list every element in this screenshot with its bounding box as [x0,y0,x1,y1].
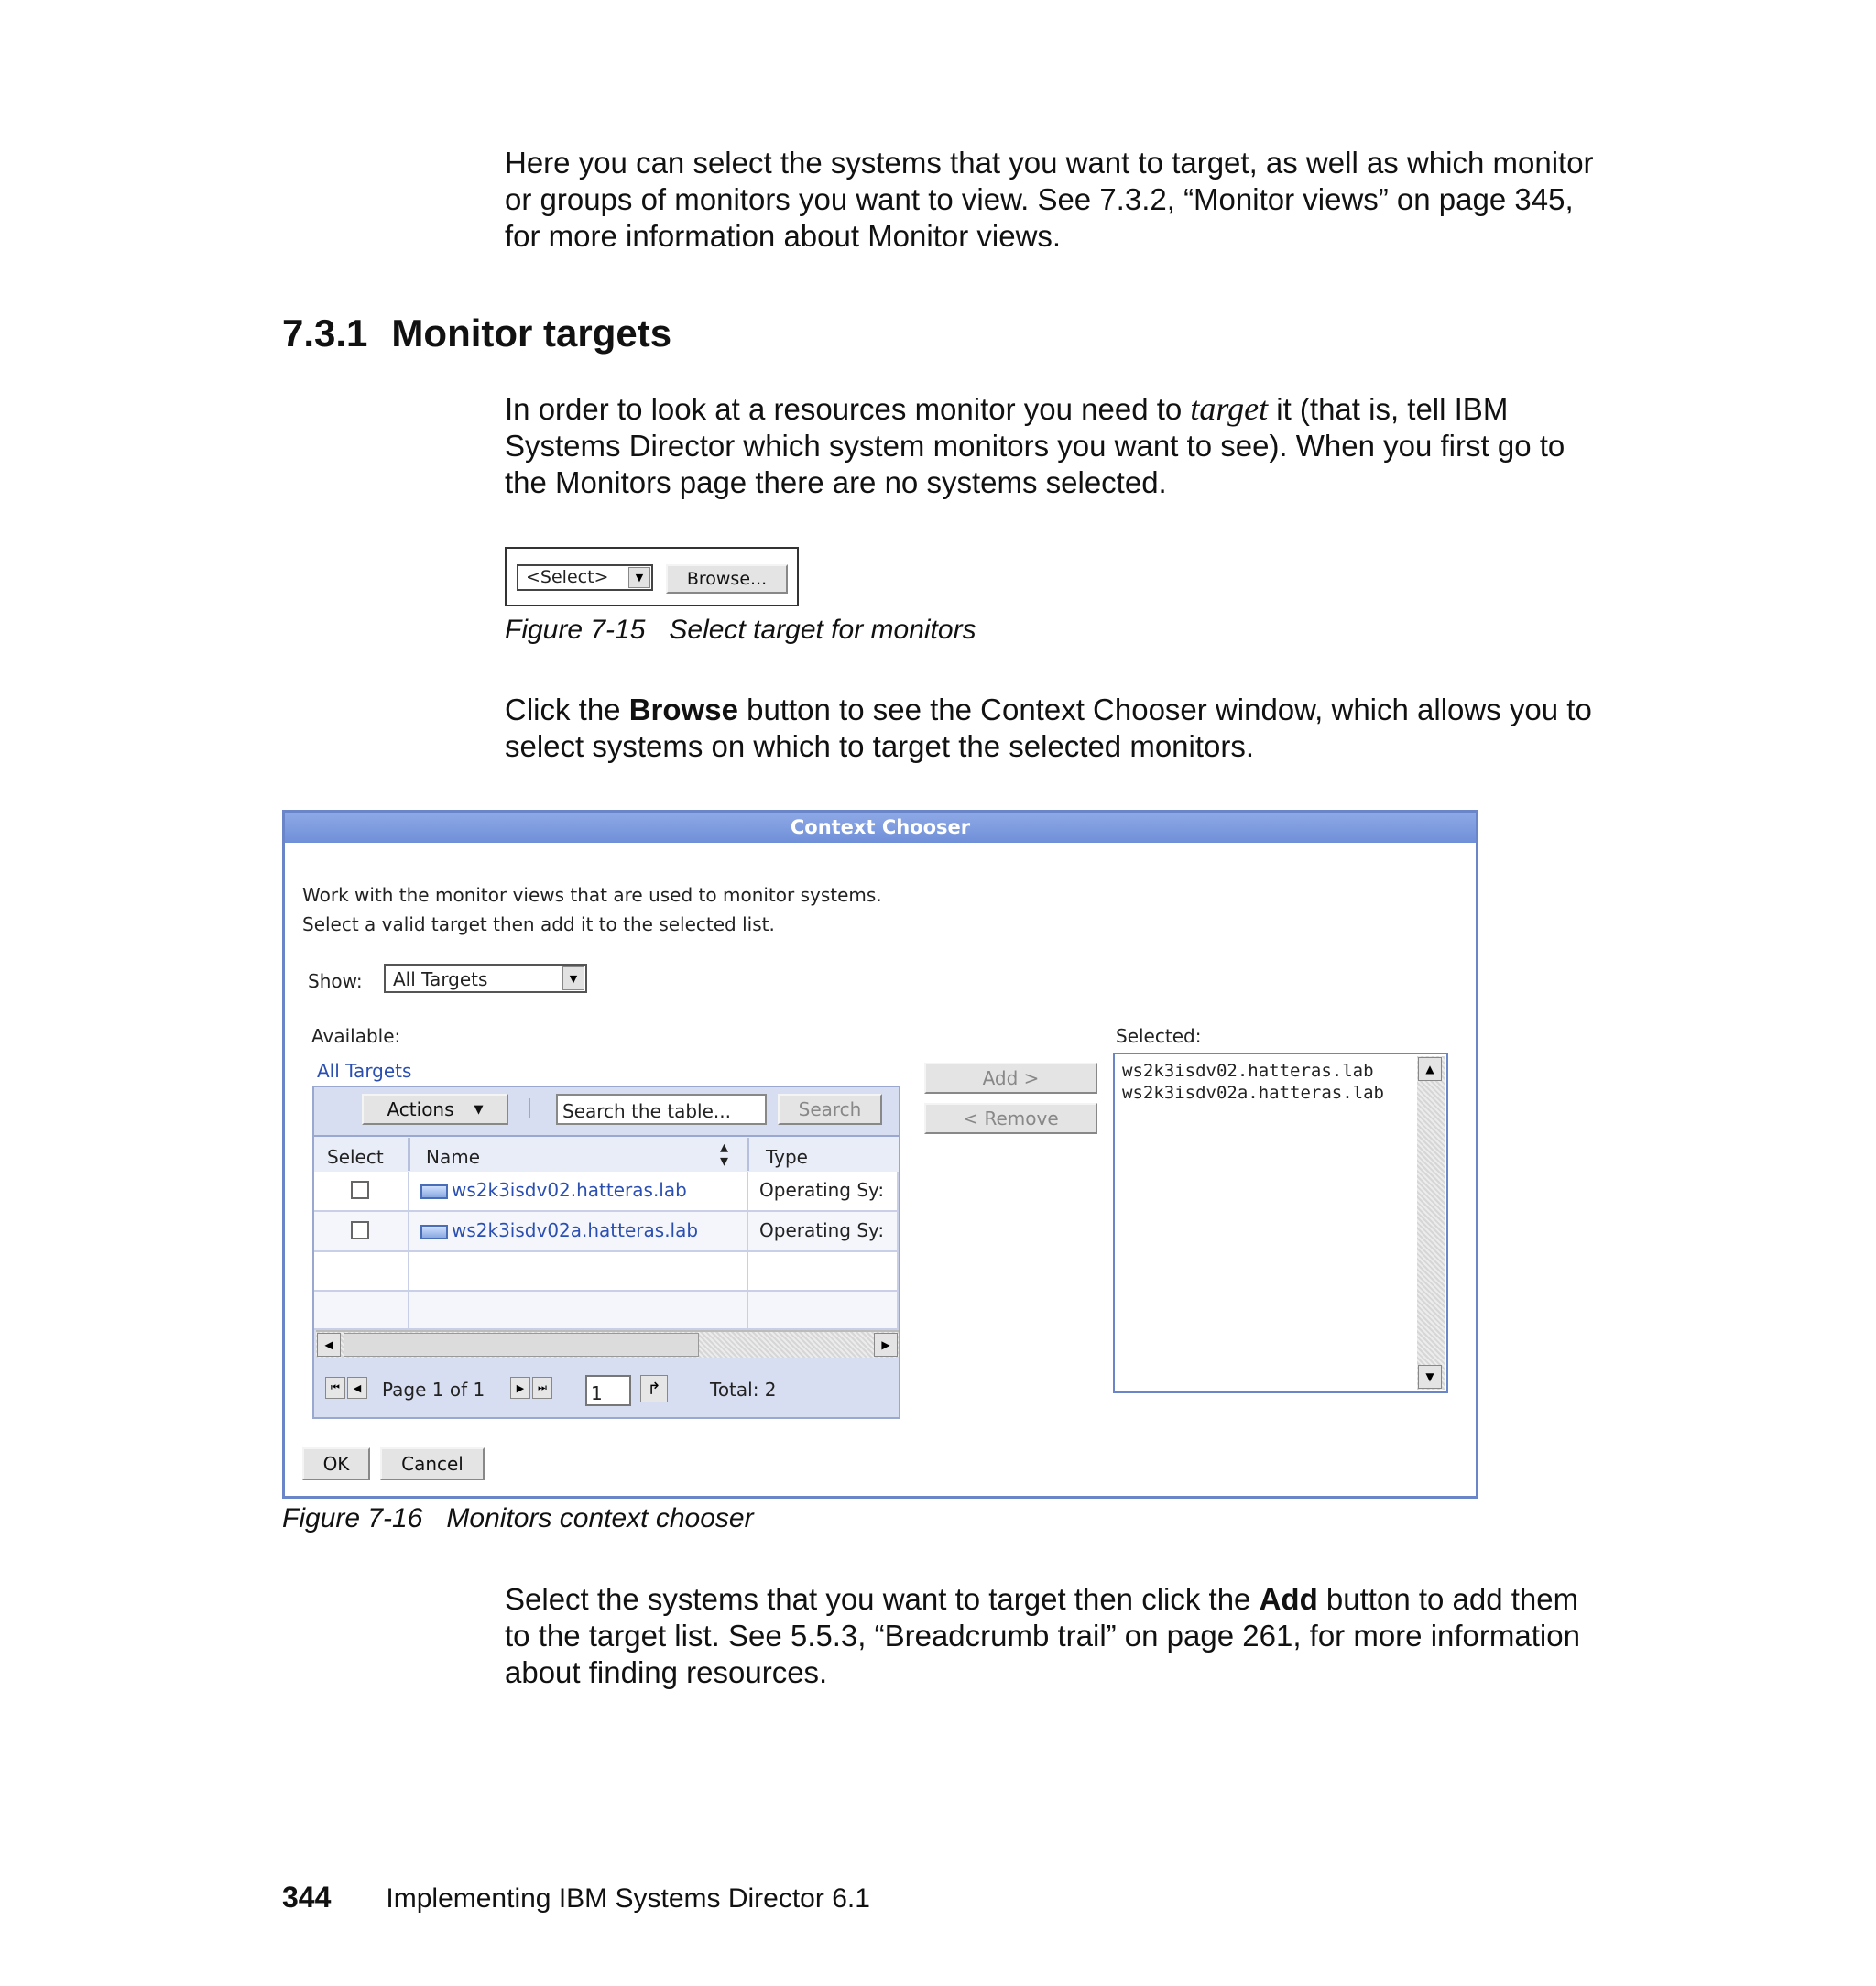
page-number: 344 [282,1881,332,1914]
column-divider [747,1138,749,1171]
table-search-input[interactable] [556,1094,767,1125]
page-number-value: 1 [591,1382,603,1404]
search-button[interactable]: Search [778,1094,882,1125]
para2-text-b: it (that is, tell IBM Systems Director which system monitors you want to see). When you first go to the Monitors page there are no systems selected. [505,392,1565,499]
empty-cell [314,1252,409,1292]
para2-emphasis: target [1190,390,1269,427]
chevron-down-icon: ▼ [474,1102,484,1117]
figure-16-label: Figure 7-16 [282,1503,423,1533]
para3-text-a: Click the [505,693,629,726]
horizontal-scrollbar[interactable] [316,1330,899,1358]
context-chooser-dialog [282,810,1478,1499]
figure-15-caption [505,614,976,647]
section-heading [282,310,671,357]
column-name-header[interactable]: Name [426,1146,481,1168]
browse-button[interactable]: Browse... [666,564,788,594]
last-page-icon[interactable]: ⏭ [532,1377,552,1399]
system-link[interactable]: ws2k3isdv02.hatteras.lab [452,1179,687,1201]
remove-button[interactable]: < Remove [924,1103,1097,1134]
page-number-input[interactable] [585,1375,631,1406]
page-footer [282,1879,870,1917]
name-cell [409,1212,748,1252]
dropdown-arrow-icon[interactable]: ▼ [562,966,584,990]
selected-item[interactable]: ws2k3isdv02.hatteras.lab [1122,1061,1374,1081]
available-label: Available: [311,1025,401,1047]
actions-label: Actions [387,1098,454,1120]
scrollbar-thumb[interactable] [344,1333,699,1357]
instruction-line-2: Select a valid target then add it to the selected list. [302,913,775,935]
ok-button[interactable]: OK [302,1447,370,1480]
add-paragraph [505,1581,1604,1691]
scroll-right-icon[interactable]: ▶ [874,1333,898,1357]
para3-bold: Browse [628,693,738,726]
available-table-panel [312,1086,900,1419]
server-icon [420,1184,448,1199]
scroll-up-icon[interactable]: ▲ [1418,1057,1442,1081]
empty-cell [409,1252,748,1292]
empty-cell [748,1292,899,1330]
add-button[interactable]: Add > [924,1063,1097,1094]
row-checkbox[interactable] [351,1181,369,1199]
select-cell [314,1172,409,1212]
empty-cell [314,1292,409,1330]
dialog-title: Context Chooser [285,813,1476,843]
available-breadcrumb-link[interactable]: All Targets [317,1060,412,1082]
target-paragraph [505,390,1604,501]
instruction-line-1: Work with the monitor views that are used to monitor systems. [302,884,882,906]
section-title: Monitor targets [391,311,672,355]
selected-label: Selected: [1116,1025,1202,1047]
first-page-icon[interactable]: ⏮ [325,1377,345,1399]
column-type-header[interactable]: Type [766,1146,808,1168]
target-select-value: <Select> [526,567,609,587]
cancel-button[interactable]: Cancel [380,1447,485,1480]
para4-text-a: Select the systems that you want to target then click the [505,1582,1260,1616]
prev-page-icon[interactable]: ◀ [347,1377,367,1399]
show-select[interactable] [384,964,587,993]
system-link[interactable]: ws2k3isdv02a.hatteras.lab [452,1219,699,1241]
toolbar-divider [529,1098,530,1118]
select-cell [314,1212,409,1252]
show-select-value: All Targets [393,968,488,990]
column-select-header[interactable]: Select [327,1146,384,1168]
next-page-icon[interactable]: ▶ [510,1377,530,1399]
selected-item[interactable]: ws2k3isdv02a.hatteras.lab [1122,1083,1384,1103]
page-indicator: Page 1 of 1 [382,1379,485,1401]
para4-text-b: button to add them to the target list. See 5.5.3, “Breadcrumb trail” on page 261, for more information about finding resources. [505,1582,1580,1689]
figure-16-text: Monitors context chooser [446,1503,754,1533]
figure-select-target [505,547,799,606]
selected-listbox[interactable] [1113,1053,1448,1393]
column-divider [408,1138,410,1171]
go-icon[interactable]: ↱ [640,1375,668,1402]
vertical-scrollbar[interactable] [1417,1056,1445,1390]
target-select[interactable] [517,564,653,591]
table-header [314,1135,899,1173]
scroll-down-icon[interactable]: ▼ [1418,1365,1442,1389]
para2-text-a: In order to look at a resources monitor you need to [505,392,1191,426]
dropdown-arrow-icon[interactable]: ▼ [628,567,650,588]
type-cell: Operating Sy: [748,1172,899,1212]
figure-16-caption [282,1502,754,1535]
server-icon [420,1225,448,1239]
intro-paragraph: Here you can select the systems that you want to target, as well as which monitor or groups of monitors you want to view. See 7.3.2, “Monitor views” on page 345, for more information about Monitor views. [505,146,1594,253]
figure-15-label: Figure 7-15 [505,615,646,645]
empty-cell [409,1292,748,1330]
section-number: 7.3.1 [282,311,368,355]
sort-icon[interactable]: ▴ ▾ [720,1138,729,1171]
para4-bold: Add [1259,1582,1318,1616]
total-count: Total: 2 [710,1379,777,1401]
browse-paragraph [505,692,1604,765]
row-checkbox[interactable] [351,1221,369,1239]
figure-15-text: Select target for monitors [669,615,976,645]
show-label: Show: [308,970,363,992]
book-title: Implementing IBM Systems Director 6.1 [386,1883,870,1914]
scroll-left-icon[interactable]: ◀ [317,1333,341,1357]
search-input-value: Search the table... [562,1100,731,1122]
name-cell [409,1172,748,1212]
actions-menu-button[interactable] [362,1094,508,1125]
type-cell: Operating Sy: [748,1212,899,1252]
para3-text-b: button to see the Context Chooser window, which allows you to select systems on which to target the selected monitors. [505,693,1592,763]
empty-cell [748,1252,899,1292]
